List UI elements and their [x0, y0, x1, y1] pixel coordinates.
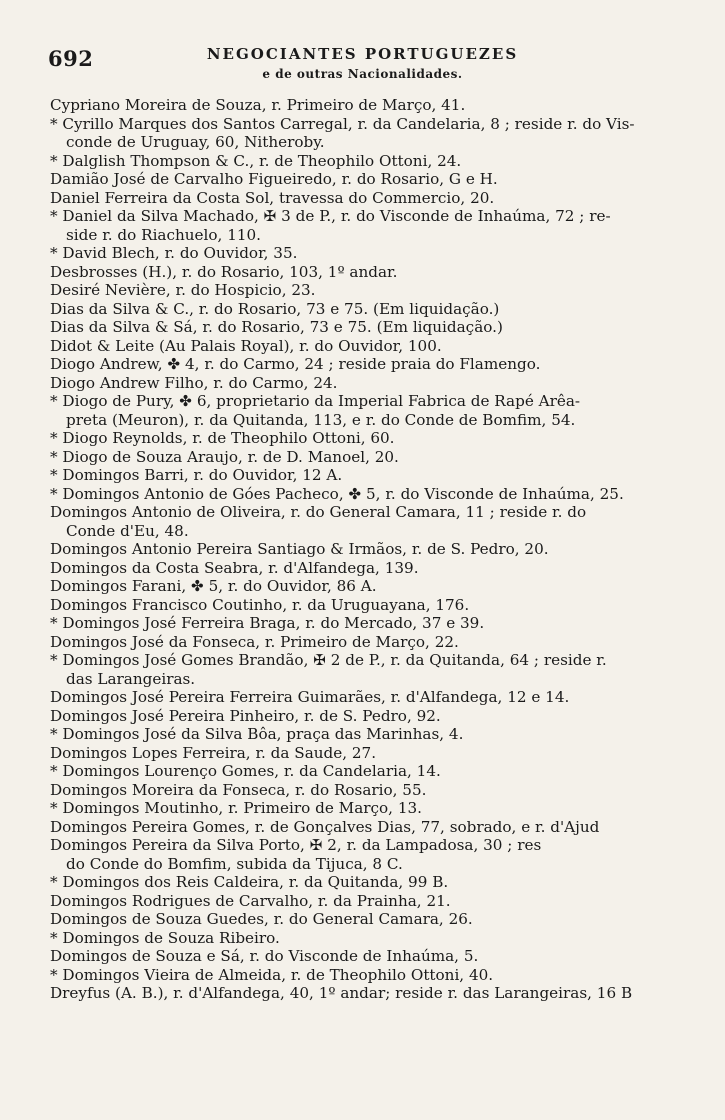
entry-line: Domingos Pereira da Silva Porto, ✠ 2, r. da Lampadosa, 30 ; res: [50, 836, 542, 854]
directory-entry: [50, 96, 690, 115]
entry-line: * Domingos José Ferreira Braga, r. do Mercado, 37 e 39.: [50, 614, 485, 632]
entry-line: Didot & Leite (Au Palais Royal), r. do Ouvidor, 100.: [50, 336, 442, 355]
directory-entry: [50, 873, 690, 892]
entry-line: * Domingos Barri, r. do Ouvidor, 12 A.: [50, 466, 343, 484]
entry-line: * Domingos José Gomes Brandão, ✠ 2 de P., r. da Quitanda, 64 ; reside r.: [50, 651, 607, 669]
entry-line: * Domingos Lourenço Gomes, r. da Candelaria, 14.: [50, 762, 441, 780]
entry-line: Desiré Nevière, r. do Hospicio, 23.: [50, 281, 316, 299]
directory-entry: [50, 503, 690, 540]
directory-entry: [50, 318, 690, 337]
entry-line: * Domingos de Souza Ribeiro.: [50, 928, 280, 947]
page-title: NEGOCIANTES PORTUGUEZES: [206, 45, 519, 63]
entry-continuation-line: do Conde do Bomfim, subida da Tijuca, 8 C.: [66, 854, 403, 873]
entry-line: Cypriano Moreira de Souza, r. Primeiro de Março, 41.: [50, 96, 466, 114]
directory-entry: [50, 836, 690, 873]
directory-entry: [50, 485, 690, 504]
entry-line: Domingos José da Fonseca, r. Primeiro de Março, 22.: [50, 632, 459, 651]
directory-entry: [50, 707, 690, 726]
entry-line: * Domingos dos Reis Caldeira, r. da Quitanda, 99 B.: [50, 873, 449, 891]
directory-entry: [50, 725, 690, 744]
directory-entry: [50, 374, 690, 393]
directory-entry: [50, 263, 690, 282]
directory-entry: [50, 818, 690, 837]
entry-line: Domingos Antonio de Oliveira, r. do General Camara, 11 ; reside r. do: [50, 503, 587, 521]
directory-entry: [50, 429, 690, 448]
entry-line: Domingos Rodrigues de Carvalho, r. da Prainha, 21.: [50, 891, 451, 910]
directory-entry: [50, 244, 690, 263]
page-header: [0, 38, 725, 88]
directory-entry: [50, 337, 690, 356]
directory-entry: [50, 910, 690, 929]
entry-line: Dreyfus (A. B.), r. d'Alfandega, 40, 1º andar; reside r. das Larangeiras, 16 B: [50, 984, 633, 1002]
directory-entry: [50, 448, 690, 467]
directory-entry: [50, 392, 690, 429]
entry-line: Domingos José Pereira Ferreira Guimarães, r. d'Alfandega, 12 e 14.: [50, 688, 570, 706]
directory-entry: [50, 300, 690, 319]
entry-line: Daniel Ferreira da Costa Sol, travessa do Commercio, 20.: [50, 188, 495, 207]
entry-line: Domingos Moreira da Fonseca, r. do Rosario, 55.: [50, 780, 427, 799]
directory-entry: [50, 614, 690, 633]
page-subtitle: e de outras Nacionalidades.: [262, 67, 463, 81]
directory-entry: [50, 152, 690, 171]
entry-continuation-line: side r. do Riachuelo, 110.: [66, 225, 262, 244]
directory-entry: [50, 762, 690, 781]
entry-line: Desbrosses (H.), r. do Rosario, 103, 1º andar.: [50, 262, 398, 281]
directory-entry: [50, 540, 690, 559]
entry-continuation-line: conde de Uruguay, 60, Nitheroby.: [66, 133, 325, 151]
entry-line: * Domingos Vieira de Almeida, r. de Theophilo Ottoni, 40.: [50, 965, 494, 984]
directory-entry: [50, 651, 690, 688]
entry-line: Dias da Silva & C., r. do Rosario, 73 e 75. (Em liquidação.): [50, 299, 500, 318]
entry-line: Domingos Pereira Gomes, r. de Gonçalves Dias, 77, sobrado, e r. d'Ajud: [50, 817, 600, 836]
directory-entry: [50, 596, 690, 615]
directory-entry: [50, 559, 690, 578]
entry-continuation-line: Conde d'Eu, 48.: [66, 521, 189, 540]
entry-line: Dias da Silva & Sá, r. do Rosario, 73 e 75. (Em liquidação.): [50, 318, 503, 336]
directory-entry: [50, 189, 690, 208]
directory-entry: [50, 466, 690, 485]
entry-line: * Diogo de Pury, ✤ 6, proprietario da Imperial Fabrica de Rapé Arêa-: [50, 392, 581, 410]
entry-line: * Diogo de Souza Araujo, r. de D. Manoel, 20.: [50, 447, 399, 466]
entry-continuation-line: preta (Meuron), r. da Quitanda, 113, e r. do Conde de Bomfim, 54.: [66, 410, 576, 429]
entry-line: Domingos José Pereira Pinheiro, r. de S. Pedro, 92.: [50, 706, 441, 725]
directory-entry: [50, 577, 690, 596]
directory-entry: [50, 207, 690, 244]
entry-line: * Domingos Antonio de Góes Pacheco, ✤ 5, r. do Visconde de Inhaúma, 25.: [50, 484, 624, 503]
directory-entry: [50, 355, 690, 374]
entry-line: Diogo Andrew, ✤ 4, r. do Carmo, 24 ; reside praia do Flamengo.: [50, 355, 541, 373]
entry-list: [50, 96, 690, 1003]
entry-line: Domingos de Souza Guedes, r. do General Camara, 26.: [50, 910, 473, 928]
directory-entry: [50, 688, 690, 707]
entry-line: Damião José de Carvalho Figueiredo, r. do Rosario, G e H.: [50, 170, 498, 188]
directory-entry: [50, 799, 690, 818]
directory-entry: [50, 281, 690, 300]
directory-entry: [50, 781, 690, 800]
directory-entry: [50, 115, 690, 152]
entry-line: * Dalglish Thompson & C., r. de Theophilo Ottoni, 24.: [50, 151, 462, 170]
page-number: 692: [48, 46, 94, 71]
directory-entry: [50, 633, 690, 652]
directory-entry: [50, 966, 690, 985]
entry-line: Domingos de Souza e Sá, r. do Visconde de Inhaúma, 5.: [50, 947, 479, 965]
entry-line: * Daniel da Silva Machado, ✠ 3 de P., r. do Visconde de Inhaúma, 72 ; re-: [50, 207, 611, 225]
directory-entry: [50, 947, 690, 966]
entry-line: * Domingos Moutinho, r. Primeiro de Março, 13.: [50, 799, 422, 817]
entry-line: Domingos Antonio Pereira Santiago & Irmãos, r. de S. Pedro, 20.: [50, 540, 549, 558]
directory-entry: [50, 892, 690, 911]
directory-entry: [50, 929, 690, 948]
entry-line: Domingos Farani, ✤ 5, r. do Ouvidor, 86 A.: [50, 577, 377, 595]
entry-continuation-line: das Larangeiras.: [66, 669, 196, 688]
directory-entry: [50, 170, 690, 189]
entry-line: Domingos Lopes Ferreira, r. da Saude, 27.: [50, 743, 377, 762]
entry-line: * Domingos José da Silva Bôa, praça das Marinhas, 4.: [50, 725, 464, 743]
entry-line: Domingos Francisco Coutinho, r. da Uruguayana, 176.: [50, 595, 470, 614]
entry-line: Domingos da Costa Seabra, r. d'Alfandega, 139.: [50, 558, 419, 577]
entry-line: Diogo Andrew Filho, r. do Carmo, 24.: [50, 373, 338, 392]
entry-line: * Diogo Reynolds, r. de Theophilo Ottoni, 60.: [50, 429, 395, 447]
entry-line: * David Blech, r. do Ouvidor, 35.: [50, 244, 298, 262]
entry-line: * Cyrillo Marques dos Santos Carregal, r. da Candelaria, 8 ; reside r. do Vis-: [50, 114, 635, 133]
directory-entry: [50, 744, 690, 763]
directory-entry: [50, 984, 690, 1003]
